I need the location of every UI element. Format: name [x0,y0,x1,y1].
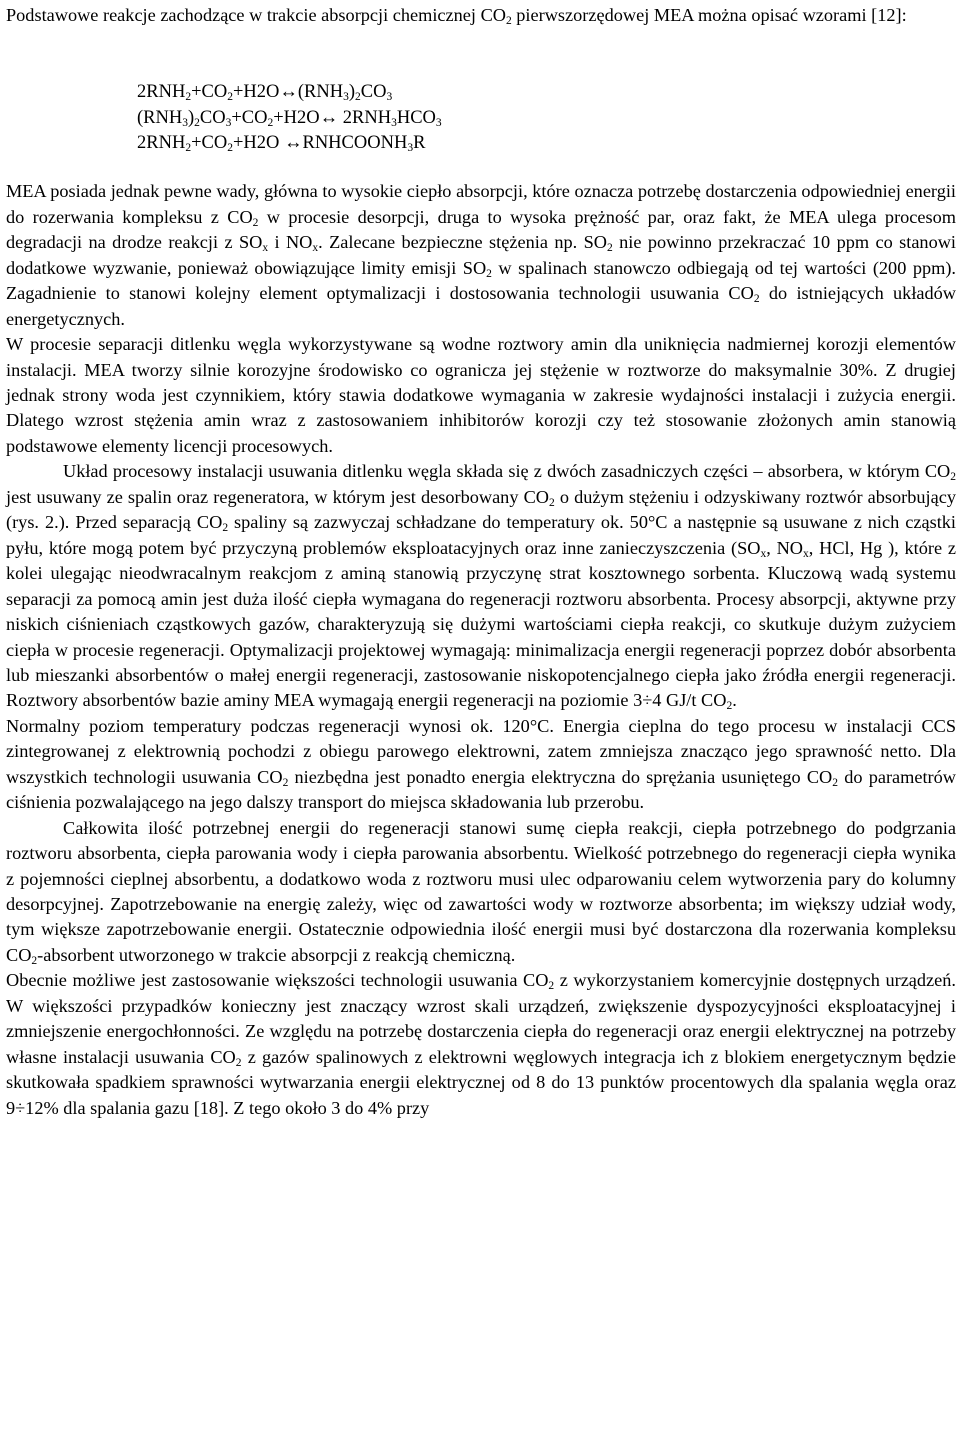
paragraph-mea-drawbacks [6,179,956,332]
subscript: 2 [355,91,361,104]
subscript: x [760,547,767,560]
subscript: 2 [31,954,38,967]
text-run: MEA posiada jednak pewne wady, główna to wysokie ciepło absorpcji, które oznacza potrzebę dostarczenia odpowiedniej energii do rozerwania kompleksu z CO [6,181,956,227]
text-run: . [732,690,737,711]
text-run: w procesie desorpcji, druga to wysoka prężność par, oraz fakt, że MEA ulega procesom degradacji na drodze reakcji z SO [6,206,956,253]
text-run: spaliny są zazwyczaj schładzane do temperatury ok. 50°C a następnie są usuwane z nich cząstki pyłu, które mogą potem być przyczyną problemów eksploatacyjnych oraz inne zanieczyszczenia (SO [6,512,957,558]
subscript: 2 [486,267,492,280]
text-run: +H2O ↔RNHCOONH [232,133,408,154]
subscript: 3 [343,91,349,104]
paragraph-process-layout [6,459,956,714]
text-run: , HCl, Hg ), które z kolei ulegając nieodwracalnym reakcjom z aminą stanowią przyczynę strat kosztownego sorbenta. Kluczową wadą systemu separacji za pomocą amin jest duża ilość ciepła wymagana do regeneracji roztworu absorbenta. Procesy absorpcji, aktywne przy niskich ciśnieniach cząstkowych gazów, charakteryzują się dużymi wartościami ciepła reakcji, co skutkuje dużym zużyciem ciepła w procesie regeneracji. Optymalizacji projektowej wymagają: minimalizacja energii regeneracji poprzez dobór absorbenta lub mieszanki absorbentów o małej energii regeneracji, zastosowanie niskopotencjalnego ciepła jako źródła energii regeneracji. Roztwory absorbentów bazie aminy MEA wymagają energii regeneracji na poziomie 3÷4 GJ/t CO [6,537,956,711]
equation-2 [137,106,960,131]
text-run: do parametrów ciśnienia pozwalającego na jego dalszy transport do miejsca składowania lub przerobu. [6,766,956,813]
text-run: . Zalecane bezpieczne stężenia np. SO [318,232,607,253]
paragraph-commercial-technologies [6,968,956,1121]
text-run: nie powinno przekraczać 10 ppm co stanowi dodatkowe wyzwanie, ponieważ obowiązujące limity emisji SO [6,232,956,278]
text-run: +CO [191,133,228,154]
subscript: 2 [726,700,733,713]
text-run: CO [360,82,387,103]
subscript: x [262,242,269,255]
subscript: 2 [832,776,838,789]
text-run: Obecnie możliwe jest zastosowanie większości technologii usuwania CO [6,970,549,991]
text-run: W procesie separacji ditlenku węgla wykorzystywane są wodne roztwory amin dla uniknięcia nadmiernej korozji elementów instalacji. MEA tworzy silnie korozyjne środowisko co ogranicza jej stężenie w roztworze do maksymalnie 30%. Z drugiej jednak strony woda jest czynnikiem, który stawia dodatkowe wymagania w zakresie wydajności instalacji i zużycia energii. Dlatego wzrost stężenia amin wraz z zastosowaniem inhibitorów korozji czy też stosowanie złożonych amin stanowią podstawowe elementy licencji procesowych. [6,334,956,456]
text-run: +H2O↔(RNH [232,82,344,103]
subscript: 2 [505,15,512,27]
text-run: o dużym stężeniu i odzyskiwany roztwór absorbujący (rys. 2.). Przed separacją CO [6,486,956,533]
equation-1 [137,80,960,105]
text-run: HCO [396,107,436,128]
text-run: +CO [231,107,268,128]
text-run: R [413,133,426,154]
text-run: 2RNH [137,133,186,154]
intro-paragraph [6,3,956,28]
subscript: 2 [227,91,233,104]
equation-3 [137,131,960,156]
text-run: +CO [191,82,228,103]
subscript: 2 [548,980,555,993]
text-run: niezbędna jest ponadto energia elektryczna do sprężania usuniętego CO [288,766,833,787]
text-run: Układ procesowy instalacji usuwania ditlenku węgla składa się z dwóch zasadniczych części – absorbera, w którym CO [63,461,951,482]
text-run: z gazów spalinowych z elektrowni węglowych integracja ich z blokiem energetycznym będzie skutkowała spadkiem sprawności wytwarzania energii elektrycznej od 8 do 13 punktów procentowych dla spalania węgla oraz 9÷12% dla spalania gazu [18]. Z tego około 3 do 4% przy [6,1046,956,1118]
subscript: 3 [435,116,442,129]
subscript: 2 [282,776,289,789]
paragraph-total-energy [6,816,956,969]
subscript: x [803,547,809,560]
text-run: ) [348,82,355,103]
text-run: , NO [766,537,804,558]
subscript: x [312,242,319,255]
text-run: z wykorzystaniem komercyjnie dostępnych urządzeń. W większości przypadków konieczny jest znaczący wzrost skali urządzeń, zwiększenie dyspozycyjności eksploatacyjnej i zmniejszenie energochłonności. Ze względu na potrzebę dostarczenia ciepła do regeneracji oraz energii elektrycznej na potrzeby własne instalacji usuwania CO [6,970,957,1067]
subscript: 2 [753,293,760,306]
subscript: 2 [222,522,229,535]
subscript: 2 [235,1056,242,1069]
subscript: 3 [182,116,188,129]
subscript: 3 [386,91,393,104]
subscript: 2 [548,496,555,509]
text-run: (RNH [137,107,183,128]
reaction-equations [137,80,960,156]
subscript: 3 [225,116,232,129]
text-run: Normalny poziom temperatury podczas regeneracji wynosi ok. 120°C. Energia cieplna do tego procesu w instalacji CCS zintegrowanej z elektrownią pochodzi z obiegu parowego elektrowni, zatem zmniejsza znacząco jego sprawność netto. Dla wszystkich technologii usuwania CO [6,715,956,787]
text-run: CO [199,107,226,128]
subscript: 2 [194,116,200,129]
text-run: Podstawowe reakcje zachodzące w trakcie absorpcji chemicznej CO [6,5,506,25]
text-run: 2RNH [137,82,186,103]
subscript: 2 [950,471,956,484]
text-run: i NO [268,232,313,253]
paragraph-corrosion [6,332,956,459]
text-run: Całkowita ilość potrzebnej energii do regeneracji stanowi sumę ciepła reakcji, ciepła potrzebnego do podgrzania roztworu absorbenta, ciepła parowania wody i ciepła parowania absorbentu. Wielkość potrzebnego do regeneracji ciepła wynika z pojemności cieplnej absorbentu, a dodatkowo woda z roztworu musi ulec odparowaniu celem wytworzenia pary do kolumny desorpcyjnej. Zapotrzebowanie na energię zależy, więc od zawartości wody w roztworze absorbenta; im większy udział wody, tym większe zapotrzebowanie energii. Ostatecznie odpowiednia ilość energii musi być dostarczona dla rozerwania kompleksu CO [6,817,956,965]
subscript: 2 [185,142,192,155]
subscript: 3 [407,142,414,155]
text-run: jest usuwany ze spalin oraz regeneratora, w którym jest desorbowany CO [6,486,549,507]
subscript: 2 [185,91,192,104]
text-run: pierwszorzędowej MEA można opisać wzorami [12]: [511,5,907,25]
subscript: 2 [267,116,274,129]
subscript: 3 [391,116,397,129]
text-run: -absorbent utworzonego w trakcie absorpcji z reakcją chemiczną. [37,944,516,965]
subscript: 2 [227,142,233,155]
subscript: 2 [606,242,613,255]
text-run: do istniejących układów energetycznych. [6,283,956,329]
text-run: +H2O↔ 2RNH [273,107,392,128]
paragraph-regeneration-temperature [6,714,956,816]
text-run: w spalinach stanowczo odbiegają od tej wartości (200 ppm). Zagadnienie to stanowi kolejny element optymalizacji i dostosowania technologii usuwania CO [6,257,956,304]
text-run: ) [187,107,195,128]
subscript: 2 [252,216,259,229]
